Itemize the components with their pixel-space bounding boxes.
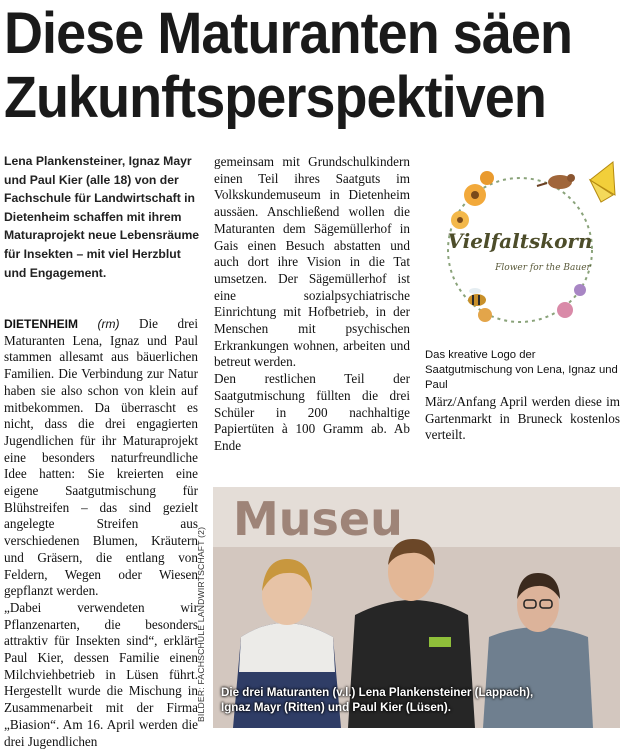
logo-caption: Das kreative Logo der Saatgutmischung von Lena, Ignaz und Paul [425, 349, 618, 391]
article-column-3 [425, 394, 620, 444]
headline [4, 2, 577, 130]
photo-credit: BILDER: FACHSCHULE LANDWIRTSCHAFT (2) [196, 526, 206, 722]
photo-caption: Die drei Maturanten (v.l.) Lena Plankensteiner (Lappach), Ignaz Mayr (Ritten) und Paul Kier (Lüsen). [221, 686, 534, 714]
paragraph: „Dabei verwendeten wir Pflanzenarten, die besonders attraktiv für Insekten sind“, erklärt Paul Kier, dessen Familie einen Milchviehbetrieb in Lüsen führt. Hergestellt wurde die Mischung in Zusammenarbeit mit der Firma „Biasion“. Am 16. April werden die drei Jugendlichen [4, 599, 198, 749]
author-tag: (rm) [97, 317, 120, 331]
paragraph: Die drei Maturanten Lena, Ignaz und Paul stammen allesamt aus bäuerlichen Familien. Die Verbindung zur Natur haben sie also schon von klein auf mitbekommen. Da überrascht es nicht, dass die drei engagierten Jugendlichen für ihr Maturaprojekt eine besonders naturfreundliche Idee hatten: Sie kreierten eine eigene Saatgutmischung für Blühstreifen – das sind gezielt angelegte Streifen aus verschiedenen Blumen, Kräutern und Gräsern, die entlang von Feldern, Wegen oder Wiesen gepflanzt werden. [4, 316, 198, 599]
bee-icon [468, 288, 486, 306]
seed-logo [425, 150, 620, 345]
headline-line-2: Zukunftsperspektiven [4, 65, 546, 130]
lead-paragraph: Lena Plankensteiner, Ignaz Mayr und Paul Kier (alle 18) von der Fachschule für Landwirtschaft in Dietenheim schaffen mit ihrem Maturaprojekt neue Lebensräume für Insekten – mit viel Herzblut und Engagement. [4, 154, 200, 280]
article-column-1 [4, 316, 198, 750]
bird-icon [537, 174, 575, 189]
group-photo [213, 487, 620, 728]
paragraph: gemeinsam mit Grundschulkindern einen Teil ihres Saatguts im Volkskundemuseum in Dietenheim aussäen. Anschließend wollen die Maturanten dem Sägemüllerhof in Gais einen Besuch abstatten und auch dort ihre Vision in die Tat umsetzen. Der Sägemüllerhof ist eine sozialpsychiatrische Einrichtung mit Hofbetrieb, in der Menschen mit psychischen Erkrankungen wohnen, arbeiten und betreut werden. [214, 154, 410, 370]
dateline: DIETENHEIM [4, 317, 79, 331]
paragraph: Den restlichen Teil der Saatgutmischung füllten die drei Schüler in 200 nachhaltige Papiertüten à 100 Gramm ab. Ab Ende [214, 371, 410, 453]
logo-brand: Vielfaltskorn [447, 229, 593, 253]
logo-tagline: Flower for the Bauer [495, 263, 591, 273]
headline-line-1: Diese Maturanten säen [4, 1, 573, 66]
paragraph: März/Anfang April werden diese im Gartenmarkt in Bruneck kostenlos verteilt. [425, 394, 620, 443]
museum-sign: Museu [233, 492, 403, 546]
article-column-2 [214, 154, 410, 455]
butterfly-icon [590, 162, 615, 202]
